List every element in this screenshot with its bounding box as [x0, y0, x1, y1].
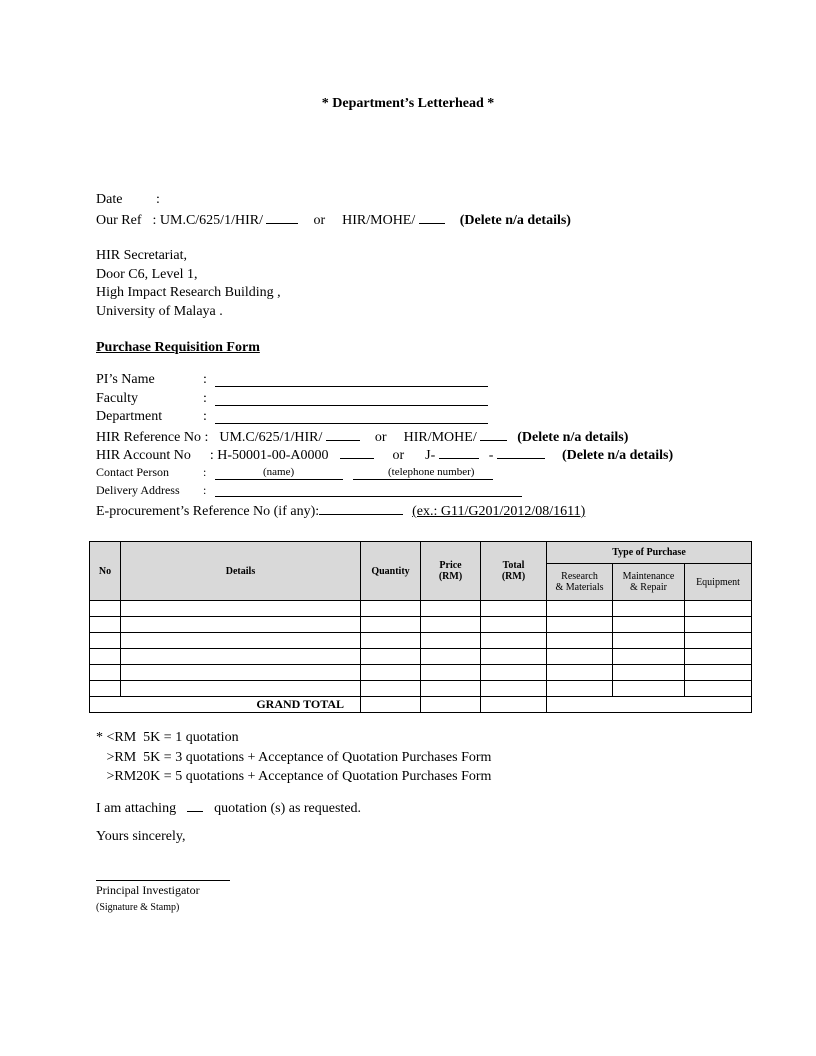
signature-note: (Signature & Stamp): [96, 902, 180, 913]
address-line-3: High Impact Research Building ,: [96, 285, 281, 300]
col-header-quantity: Quantity: [361, 542, 421, 601]
table-row: [90, 601, 752, 617]
hir-ref-label: HIR Reference No :: [96, 430, 209, 445]
col-header-research-2: & Materials: [555, 582, 604, 593]
table-cell[interactable]: [361, 649, 421, 665]
table-cell[interactable]: [547, 633, 613, 649]
table-cell[interactable]: [121, 601, 361, 617]
quotation-count-field[interactable]: [187, 799, 203, 812]
signature-line[interactable]: [96, 880, 230, 881]
our-ref-blank[interactable]: [266, 211, 298, 224]
col-header-total: [481, 542, 547, 601]
pi-name-field[interactable]: [215, 386, 488, 387]
table-cell[interactable]: [685, 665, 752, 681]
table-cell[interactable]: [613, 665, 685, 681]
col-header-total-label: Total: [502, 560, 525, 571]
department-field[interactable]: [215, 423, 488, 424]
our-ref-note: (Delete n/a details): [459, 213, 571, 228]
our-ref-or: or: [313, 213, 326, 228]
form-title: Purchase Requisition Form: [96, 340, 260, 355]
faculty-label: Faculty: [96, 391, 138, 406]
table-cell[interactable]: [90, 681, 121, 697]
col-header-equipment: Equipment: [685, 564, 752, 601]
table-cell[interactable]: [481, 649, 547, 665]
our-ref-alt-blank[interactable]: [419, 211, 445, 224]
address-line-1: HIR Secretariat,: [96, 248, 187, 263]
table-cell[interactable]: [361, 681, 421, 697]
grand-total-quantity[interactable]: [361, 697, 421, 713]
table-cell[interactable]: [481, 601, 547, 617]
col-header-total-unit: (RM): [501, 571, 526, 582]
table-cell[interactable]: [481, 665, 547, 681]
table-cell[interactable]: [613, 649, 685, 665]
signature-title: Principal Investigator: [96, 883, 200, 897]
grand-total-type[interactable]: [547, 697, 752, 713]
hir-acc-alt: J-: [425, 448, 436, 463]
date-label: Date: [96, 192, 123, 207]
closing-text: Yours sincerely,: [96, 829, 186, 844]
col-header-no: No: [90, 542, 121, 601]
our-ref-alt: HIR/MOHE/: [342, 213, 416, 228]
table-cell[interactable]: [613, 633, 685, 649]
contact-label: Contact Person: [96, 465, 169, 479]
col-header-maintenance: [613, 564, 685, 601]
col-header-price-unit: (RM): [438, 571, 463, 582]
col-header-maint-2: & Repair: [630, 582, 667, 593]
address-line-2: Door C6, Level 1,: [96, 267, 198, 282]
table-cell[interactable]: [421, 649, 481, 665]
attaching-pre: I am attaching: [96, 801, 177, 816]
col-header-price: [421, 542, 481, 601]
table-cell[interactable]: [421, 665, 481, 681]
our-ref-prefix: : UM.C/625/1/HIR/: [152, 213, 263, 228]
table-cell[interactable]: [121, 665, 361, 681]
hir-acc-row: [96, 446, 673, 464]
hir-acc-dash: -: [488, 448, 494, 463]
table-cell[interactable]: [613, 601, 685, 617]
faculty-colon: :: [203, 391, 207, 406]
table-cell[interactable]: [121, 649, 361, 665]
table-cell[interactable]: [121, 633, 361, 649]
table-cell[interactable]: [121, 681, 361, 697]
table-cell[interactable]: [421, 681, 481, 697]
hir-ref-value: UM.C/625/1/HIR/: [219, 430, 323, 445]
eproc-field[interactable]: [319, 502, 403, 515]
our-ref-row: [96, 211, 571, 229]
table-cell[interactable]: [547, 665, 613, 681]
requisition-table: [89, 541, 752, 713]
table-row: [90, 633, 752, 649]
note-line-1: * <RM 5K = 1 quotation: [96, 730, 239, 745]
table-row: [90, 681, 752, 697]
table-cell[interactable]: [685, 601, 752, 617]
table-cell[interactable]: [421, 601, 481, 617]
hir-acc-alt-blank-2[interactable]: [497, 446, 545, 459]
table-cell[interactable]: [90, 633, 121, 649]
eproc-row: [96, 502, 585, 520]
table-cell[interactable]: [121, 617, 361, 633]
grand-total-price[interactable]: [421, 697, 481, 713]
col-header-details: Details: [121, 542, 361, 601]
hir-ref-or: or: [374, 430, 387, 445]
table-cell[interactable]: [481, 633, 547, 649]
hir-acc-blank[interactable]: [340, 446, 374, 459]
attaching-post: quotation (s) as requested.: [214, 801, 362, 816]
department-colon: :: [203, 409, 207, 424]
col-header-research: [547, 564, 613, 601]
address-line-4: University of Malaya .: [96, 304, 223, 319]
table-cell[interactable]: [421, 617, 481, 633]
eproc-example: (ex.: G11/G201/2012/08/1611): [412, 504, 586, 519]
hir-acc-label: HIR Account No: [96, 448, 191, 463]
table-cell[interactable]: [547, 681, 613, 697]
table-row: [90, 617, 752, 633]
hir-acc-value: : H-50001-00-A0000: [209, 448, 329, 463]
hir-ref-row: [96, 428, 628, 446]
table-cell[interactable]: [547, 601, 613, 617]
delivery-field[interactable]: [215, 496, 522, 497]
table-cell[interactable]: [90, 617, 121, 633]
col-header-maint-1: Maintenance: [622, 571, 675, 582]
table-cell[interactable]: [685, 617, 752, 633]
grand-total-row: [90, 697, 752, 713]
delivery-colon: :: [203, 483, 207, 497]
delivery-label: Delivery Address: [96, 483, 180, 497]
eproc-label: E-procurement’s Reference No (if any):: [96, 504, 320, 519]
table-cell[interactable]: [685, 649, 752, 665]
note-line-2: >RM 5K = 3 quotations + Acceptance of Quotation Purchases Form: [96, 750, 492, 765]
hir-ref-blank[interactable]: [326, 428, 360, 441]
table-cell[interactable]: [361, 617, 421, 633]
table-cell[interactable]: [90, 665, 121, 681]
hir-acc-alt-blank[interactable]: [439, 446, 479, 459]
table-cell[interactable]: [613, 681, 685, 697]
pi-name-label: PI’s Name: [96, 372, 155, 387]
table-cell[interactable]: [547, 617, 613, 633]
table-cell[interactable]: [481, 617, 547, 633]
hir-acc-or: or: [392, 448, 405, 463]
table-cell[interactable]: [90, 601, 121, 617]
pi-name-colon: :: [203, 372, 207, 387]
table-cell[interactable]: [361, 665, 421, 681]
department-label: Department: [96, 409, 163, 424]
table-cell[interactable]: [361, 601, 421, 617]
table-cell[interactable]: [361, 633, 421, 649]
contact-name-field[interactable]: [215, 466, 343, 480]
hir-ref-alt: HIR/MOHE/: [403, 430, 477, 445]
table-cell[interactable]: [421, 633, 481, 649]
col-header-price-label: Price: [439, 560, 462, 571]
attaching-row: [96, 799, 361, 817]
col-header-research-1: Research: [561, 571, 598, 582]
table-cell[interactable]: [481, 681, 547, 697]
letterhead-title: * Department’s Letterhead *: [321, 96, 495, 111]
table-cell[interactable]: [685, 681, 752, 697]
date-colon: :: [156, 192, 160, 207]
table-cell[interactable]: [547, 649, 613, 665]
hir-acc-note: (Delete n/a details): [561, 448, 674, 463]
our-ref-label: Our Ref: [96, 213, 142, 228]
contact-colon: :: [203, 465, 207, 479]
contact-phone-field[interactable]: [353, 466, 493, 480]
table-row: [90, 665, 752, 681]
table-row: [90, 649, 752, 665]
table-cell[interactable]: [90, 649, 121, 665]
table-cell[interactable]: [685, 633, 752, 649]
col-header-type-of-purchase: Type of Purchase: [547, 542, 752, 564]
hir-ref-note: (Delete n/a details): [517, 430, 629, 445]
hir-ref-alt-blank[interactable]: [480, 428, 507, 441]
table-cell[interactable]: [613, 617, 685, 633]
faculty-field[interactable]: [215, 405, 488, 406]
grand-total-total[interactable]: [481, 697, 547, 713]
grand-total-label: GRAND TOTAL: [90, 697, 361, 713]
note-line-3: >RM20K = 5 quotations + Acceptance of Quotation Purchases Form: [96, 769, 492, 784]
contact-name-hint: (name): [263, 466, 295, 478]
contact-phone-hint: (telephone number): [388, 466, 475, 478]
